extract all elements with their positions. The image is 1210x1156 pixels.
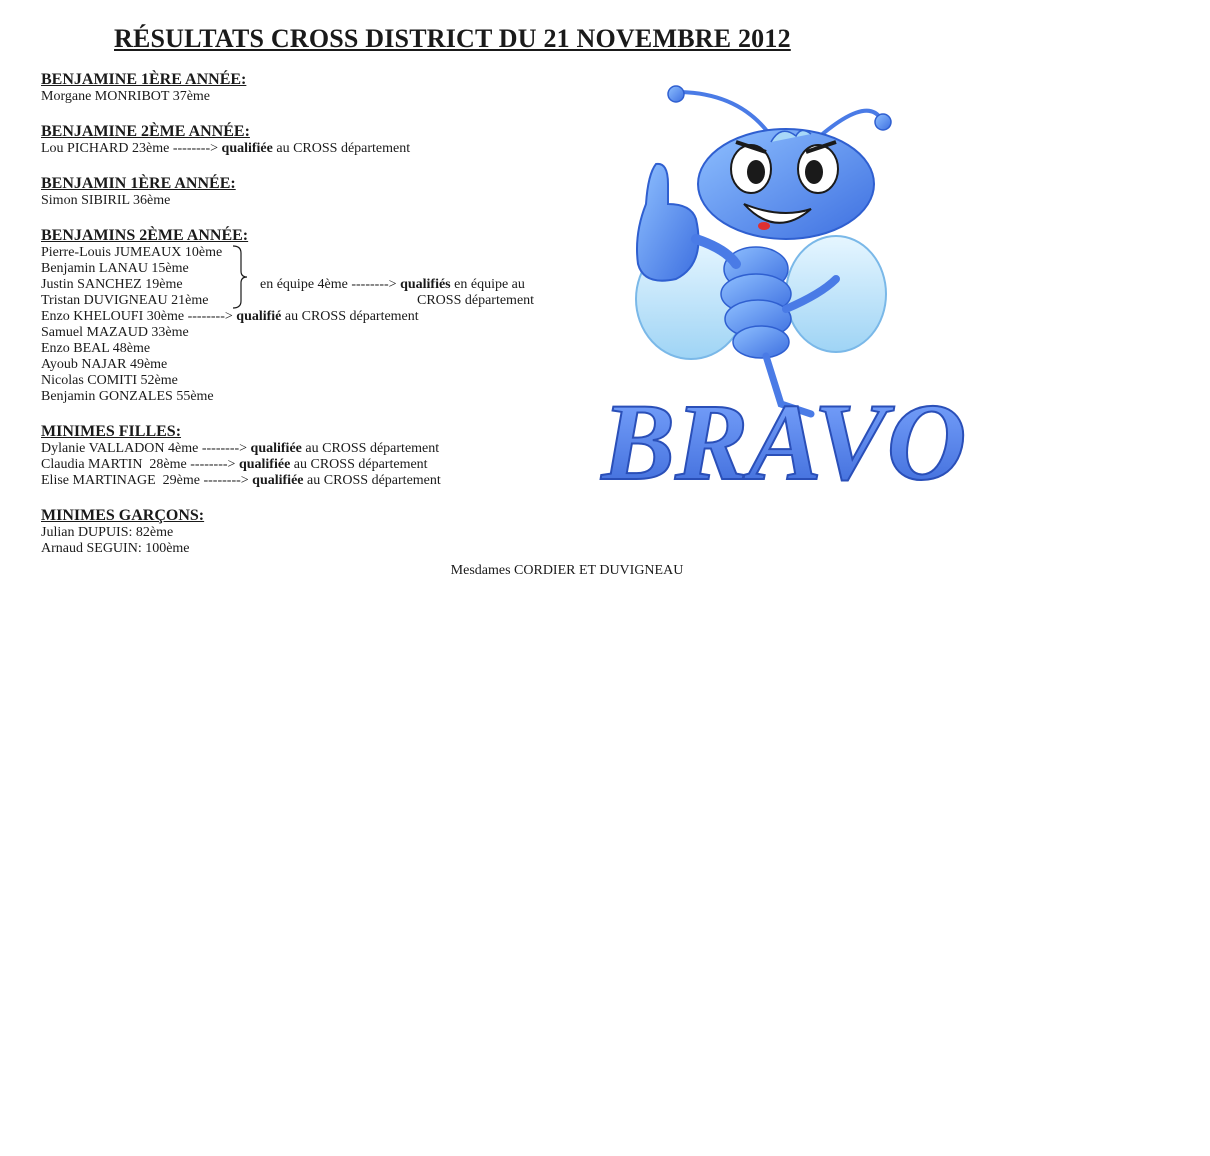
section-benjamin-1 xyxy=(41,175,601,209)
section-benjamine-1 xyxy=(41,71,601,105)
qualification-status: qualifiés xyxy=(400,277,451,292)
result-line: Samuel MAZAUD 33ème xyxy=(41,325,189,340)
result-line: Ayoub NAJAR 49ème xyxy=(41,357,168,372)
section-benjamins-2 xyxy=(41,227,601,405)
section-heading: BENJAMINE 2ÈME ANNÉE: xyxy=(41,123,250,140)
section-heading: MINIMES FILLES: xyxy=(41,423,182,440)
arrow: --------> xyxy=(190,457,236,472)
team-result: en équipe 4ème xyxy=(260,277,348,292)
athlete-result: Lou PICHARD 23ème xyxy=(41,141,170,156)
qualification-target: CROSS département xyxy=(417,293,535,308)
result-line: Justin SANCHEZ 19ème xyxy=(41,277,183,292)
result-line xyxy=(41,441,601,457)
qualification-status: qualifiée xyxy=(221,141,273,156)
result-line: Benjamin LANAU 15ème xyxy=(41,261,189,276)
results-content xyxy=(41,71,601,575)
team-block xyxy=(41,245,601,309)
qualification-status: qualifiée xyxy=(238,457,291,472)
result-line: Pierre-Louis JUMEAUX 10ème xyxy=(41,245,223,260)
result-line xyxy=(41,457,601,473)
team-status-rest: en équipe au xyxy=(454,277,525,292)
arrow: --------> xyxy=(172,141,219,156)
result-line: Tristan DUVIGNEAU 21ème xyxy=(41,293,209,308)
curly-brace-icon xyxy=(231,245,253,309)
qualification-target: au CROSS département xyxy=(305,441,440,456)
page-title: RÉSULTATS CROSS DISTRICT DU 21 NOVEMBRE 2012 xyxy=(114,24,791,53)
result-line: Enzo BEAL 48ème xyxy=(41,341,151,356)
result-line: Simon SIBIRIL 36ème xyxy=(41,193,171,208)
qualification-target: au CROSS département xyxy=(284,309,419,324)
section-benjamine-2 xyxy=(41,123,601,157)
arrow: --------> xyxy=(187,309,233,324)
arrow: --------> xyxy=(203,473,249,488)
arrow: --------> xyxy=(351,277,397,292)
result-line: Benjamin GONZALES 55ème xyxy=(41,389,214,404)
result-line xyxy=(41,309,601,325)
athlete-result: Elise MARTINAGE 29ème xyxy=(41,473,200,488)
bravo-bee-mascot-image xyxy=(596,64,972,494)
qualification-status: qualifiée xyxy=(250,441,302,456)
athlete-result: Claudia MARTIN 28ème xyxy=(41,457,187,472)
result-line xyxy=(41,473,601,489)
team-qualification-note xyxy=(260,277,534,309)
qualification-status: qualifiée xyxy=(252,473,304,488)
section-minimes-garcons xyxy=(41,507,601,557)
arrow: --------> xyxy=(201,441,248,456)
result-line: Nicolas COMITI 52ème xyxy=(41,373,178,388)
section-heading: BENJAMINE 1ÈRE ANNÉE: xyxy=(41,71,247,88)
signature: Mesdames CORDIER ET DUVIGNEAU xyxy=(450,563,684,578)
section-heading: BENJAMIN 1ÈRE ANNÉE: xyxy=(41,175,236,192)
bravo-text: BRAVO xyxy=(601,381,967,494)
qualification-status: qualifié xyxy=(236,309,282,324)
section-heading: BENJAMINS 2ÈME ANNÉE: xyxy=(41,227,249,244)
result-line xyxy=(41,141,601,157)
result-line: Julian DUPUIS: 82ème xyxy=(41,525,174,540)
athlete-result: Dylanie VALLADON 4ème xyxy=(41,441,199,456)
qualification-target: au CROSS département xyxy=(293,457,428,472)
qualification-target: au CROSS département xyxy=(276,141,411,156)
section-heading: MINIMES GARÇONS: xyxy=(41,507,205,524)
team-members xyxy=(41,245,246,309)
qualification-target: au CROSS département xyxy=(307,473,441,488)
athlete-result: Enzo KHELOUFI 30ème xyxy=(41,309,185,324)
result-line: Arnaud SEGUIN: 100ème xyxy=(41,541,190,556)
result-line: Morgane MONRIBOT 37ème xyxy=(41,89,211,104)
section-minimes-filles xyxy=(41,423,601,489)
